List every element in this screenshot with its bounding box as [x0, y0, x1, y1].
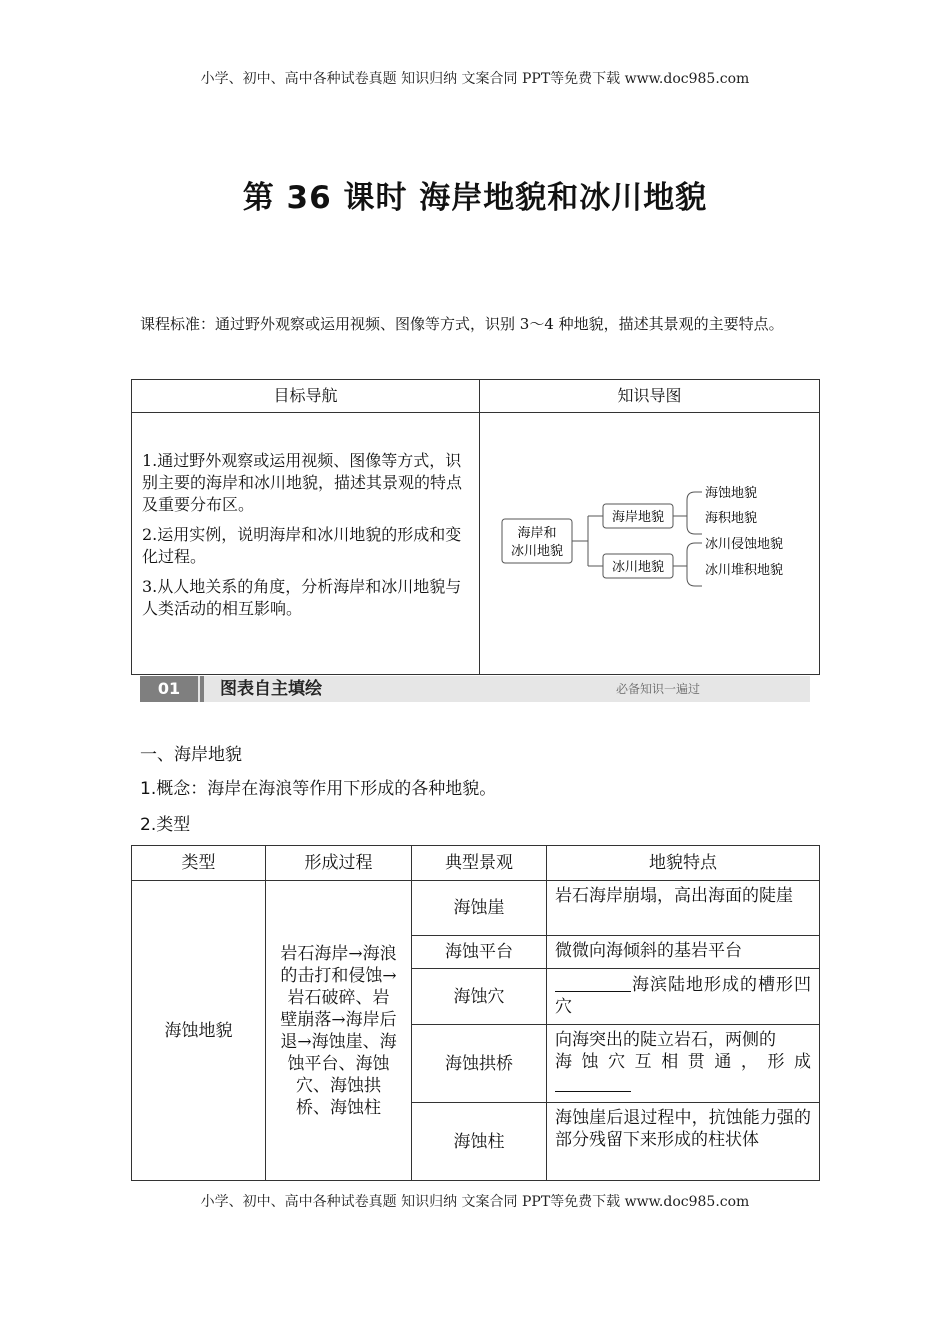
- column-header: 类型: [181, 853, 216, 873]
- fill-in-blank[interactable]: [555, 1073, 631, 1092]
- mindmap-connector: [673, 492, 702, 534]
- page-title: 第 36 课时 海岸地貌和冰川地貌: [242, 180, 708, 216]
- fill-in-blank[interactable]: [555, 973, 631, 992]
- formation-process-cell: 岩石海岸→海浪的击打和侵蚀→岩石破碎、岩壁崩落→海岸后退→海蚀崖、海蚀平台、海蚀穴、海蚀拱桥、海蚀柱: [280, 943, 397, 1118]
- section-banner: [140, 676, 810, 702]
- landform-type-cell: 海蚀地貌: [164, 1020, 233, 1041]
- landscape-cell: 海蚀柱: [453, 1131, 505, 1152]
- feature-cell: [547, 969, 819, 1024]
- column-header: 地貌特点: [649, 853, 717, 873]
- concept-prefix: 1.概念：: [140, 779, 208, 799]
- mindmap-root-text: 冰川地貌: [510, 544, 564, 559]
- section-number: 01: [140, 676, 198, 702]
- mindmap-header: 知识导图: [617, 386, 682, 405]
- landscape-cell: 海蚀拱桥: [445, 1053, 513, 1074]
- mindmap-leaf: 海积地貌: [705, 511, 758, 526]
- banner-accent-bar: [200, 676, 204, 702]
- mindmap-leaf: 海蚀地貌: [705, 486, 758, 501]
- landscape-cell: 海蚀穴: [453, 986, 505, 1007]
- feature-text: 向海突出的陡立岩石，两侧的: [555, 1030, 776, 1050]
- goal-item: 2.运用实例，说明海岸和冰川地貌的形成和变化过程。: [142, 525, 462, 566]
- mindmap-branch-text: 冰川地貌: [611, 560, 665, 575]
- footer-watermark: 小学、初中、高中各种试卷真题 知识归纳 文案合同 PPT等免费下载 www.doc985.com: [200, 1194, 750, 1210]
- feature-cell: 海蚀崖后退过程中，抗蚀能力强的部分残留下来形成的柱状体: [555, 1108, 811, 1150]
- section-heading: 一、海岸地貌: [140, 745, 242, 765]
- header-watermark: 小学、初中、高中各种试卷真题 知识归纳 文案合同 PPT等免费下载 www.doc985.com: [200, 71, 750, 87]
- mindmap-leaf: 冰川堆积地貌: [705, 563, 784, 578]
- mindmap-connector: [673, 543, 702, 586]
- types-heading-text: 2.类型: [140, 815, 191, 835]
- goals-header: 目标导航: [273, 386, 338, 405]
- feature-cell: [547, 1025, 819, 1102]
- section-label: 图表自主填绘: [220, 679, 322, 699]
- knowledge-mindmap: [480, 413, 819, 675]
- mindmap-connector: [572, 516, 603, 566]
- landscape-cell: 海蚀崖: [453, 898, 505, 918]
- landform-table: [131, 845, 820, 1181]
- feature-text: 海滨陆地形成的槽形凹穴: [555, 975, 811, 1017]
- mindmap-leaf: 冰川侵蚀地貌: [705, 537, 784, 552]
- mindmap-branch-text: 海岸地貌: [611, 510, 665, 525]
- column-header: 形成过程: [304, 853, 373, 873]
- goal-item: 3.从人地关系的角度，分析海岸和冰川地貌与人类活动的相互影响。: [142, 577, 462, 618]
- concept-text: 海岸在海浪等作用下形成的各种地貌。: [207, 779, 497, 799]
- section-subtitle: 必备知识一遍过: [616, 682, 701, 696]
- feature-text: 海蚀穴互相贯通，形成: [555, 1052, 811, 1072]
- goals-table: [131, 379, 820, 675]
- column-header: 典型景观: [445, 853, 513, 873]
- feature-cell: 岩石海岸崩塌，高出海面的陡崖: [555, 886, 793, 906]
- goals-list: [142, 450, 472, 628]
- feature-cell: 微微向海倾斜的基岩平台: [555, 941, 742, 961]
- goal-item: 1.通过野外观察或运用视频、图像等方式，识别主要的海岸和冰川地貌，描述其景观的特点及重要分布区。: [142, 451, 463, 514]
- mindmap-root-text: 海岸和: [517, 526, 557, 541]
- curriculum-standard: 课程标准：通过野外观察或运用视频、图像等方式，识别 3～4 种地貌，描述其景观的主要特点。: [140, 315, 784, 333]
- concept-line: [140, 774, 496, 799]
- types-heading: [140, 810, 190, 835]
- landscape-cell: 海蚀平台: [445, 942, 513, 962]
